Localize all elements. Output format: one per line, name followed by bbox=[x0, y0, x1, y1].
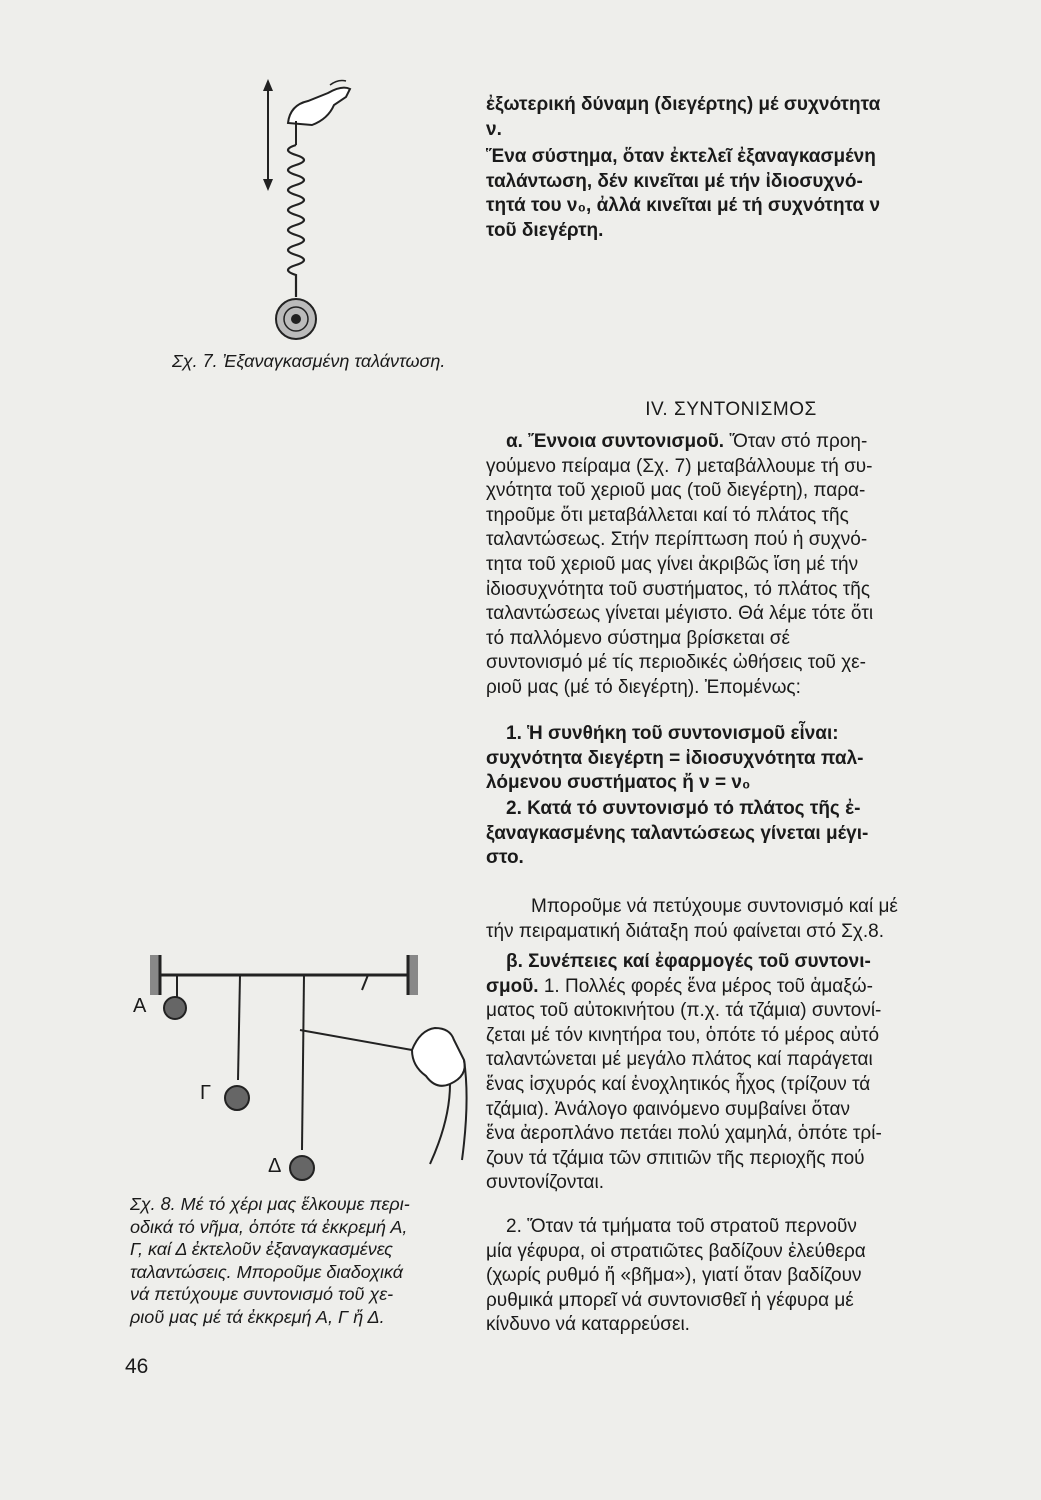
text-line: τήν πειραματική διάταξη πού φαίνεται στό Σχ.8. bbox=[486, 920, 885, 942]
figure-8-caption-line: Γ, καί Δ ἐκτελοῦν ἐξαναγκασμένες bbox=[130, 1239, 393, 1259]
text-line: ματος τοῦ αὐτοκινήτου (π.χ. τά τζάμια) συντονί- bbox=[486, 1000, 882, 1022]
text-line: 1. Ἡ συνθήκη τοῦ συντονισμοῦ εἶναι: bbox=[506, 723, 839, 744]
text-line: ταλαντώνεται μέ μεγάλο πλάτος καί παράγεται bbox=[486, 1049, 873, 1071]
figure-8-caption-line: Σχ. 8. Μέ τό χέρι μας ἕλκουμε περι- bbox=[130, 1194, 410, 1214]
text-line: μία γέφυρα, οἱ στρατιῶτες βαδίζουν ἐλεύθερα bbox=[486, 1240, 866, 1262]
figure-7-caption: Σχ. 7. Ἐξαναγκασμένη ταλάντωση. bbox=[172, 351, 446, 371]
text-line: 2. Ὅταν τά τμήματα τοῦ στρατοῦ περνοῦν bbox=[506, 1216, 857, 1237]
text-line: τητα τοῦ χεριοῦ μας γίνει ἀκριβῶς ἴση μέ τήν bbox=[486, 553, 859, 575]
figure-8-label-d: Δ bbox=[268, 1155, 282, 1177]
paragraph-forced-oscillation bbox=[486, 145, 976, 243]
paragraph-bridge bbox=[486, 1215, 976, 1338]
figure-8-pendulums-illustration bbox=[150, 950, 480, 1190]
text-line: ξαναγκασμένης ταλαντώσεως γίνεται μέγι- bbox=[486, 822, 869, 844]
text-line: ν. bbox=[486, 118, 502, 140]
text-line: ριοῦ μας (μέ τό διεγέρτη). Ἐπομένως: bbox=[486, 676, 801, 698]
section-heading: IV. ΣΥΝΤΟΝΙΣΜΟΣ bbox=[645, 399, 817, 420]
paragraph-experimental-setup bbox=[486, 895, 976, 944]
rule-2 bbox=[486, 797, 976, 871]
para-b-title-end: σμοῦ. bbox=[486, 975, 539, 997]
text-line: ζουν τά τζάμια τῶν σπιτιῶν τῆς περιοχῆς πού bbox=[486, 1147, 865, 1169]
paragraph-exciter-force bbox=[486, 93, 976, 142]
text-line: Μποροῦμε νά πετύχουμε συντονισμό καί μέ bbox=[531, 896, 898, 917]
page-number: 46 bbox=[125, 1355, 149, 1378]
figure-8-caption-line: νά πετύχουμε συντονισμό τοῦ χε- bbox=[130, 1284, 394, 1304]
text-line: 2. Κατά τό συντονισμό τό πλάτος τῆς ἐ- bbox=[506, 798, 861, 819]
text-line: ἕνας ἰσχυρός καί ἐνοχλητικός ἦχος (τρίζουν τά bbox=[486, 1073, 871, 1095]
text-line: (χωρίς ρυθμό ἤ «βῆμα»), γιατί ὅταν βαδίζουν bbox=[486, 1265, 862, 1287]
text-line: ταλαντώσεως. Στήν περίπτωση πού ἡ συχνό- bbox=[486, 529, 868, 551]
text-line: Ὅταν στό προη- bbox=[729, 431, 868, 452]
paragraph-resonance-concept bbox=[486, 430, 976, 701]
text-line: τηροῦμε ὅτι μεταβάλλεται καί τό πλάτος τῆς bbox=[486, 504, 849, 526]
text-line: τό παλλόμενο σύστημα βρίσκεται σέ bbox=[486, 627, 790, 649]
text-line: ἕνα ἀεροπλάνο πετάει πολύ χαμηλά, ὁπότε τρί- bbox=[486, 1123, 882, 1145]
text-line bbox=[486, 430, 976, 455]
text-line: συχνότητα διεγέρτη = ἰδιοσυχνότητα παλ- bbox=[486, 747, 864, 769]
text-line: στο. bbox=[486, 847, 524, 869]
text-line: Ἕνα σύστημα, ὅταν ἐκτελεῖ ἐξαναγκασμένη bbox=[486, 146, 876, 167]
text-line: 1. Πολλές φορές ἕνα μέρος τοῦ ἁμαξώ- bbox=[543, 975, 873, 997]
text-line: συντονισμό μέ τίς περιοδικές ὠθήσεις τοῦ χε- bbox=[486, 652, 866, 674]
text-line: ζεται μέ τόν κινητήρα του, ὁπότε τό μέρος αὐτό bbox=[486, 1024, 880, 1046]
figure-8-label-a: Α bbox=[133, 995, 147, 1017]
paragraph-consequences bbox=[486, 950, 976, 1196]
para-a-title: α. Ἔννοια συντονισμοῦ. bbox=[506, 431, 725, 452]
text-line: λόμενου συστήματος ἤ ν = ν₀ bbox=[486, 772, 751, 794]
text-line: ρυθμικά μπορεῖ νά συντονισθεῖ ἡ γέφυρα μέ bbox=[486, 1289, 854, 1311]
text-line: χνότητα τοῦ χεριοῦ μας (τοῦ διεγέρτη), παρα- bbox=[486, 480, 866, 502]
text-line: ταλάντωση, δέν κινεῖται μέ τήν ἰδιοσυχνό- bbox=[486, 170, 863, 192]
figure-8-label-g: Γ bbox=[200, 1082, 212, 1104]
figure-8-caption bbox=[130, 1193, 460, 1328]
figure-7-spring-illustration bbox=[250, 75, 370, 345]
text-line: τοῦ διεγέρτη. bbox=[486, 219, 604, 241]
rule-1 bbox=[486, 722, 976, 796]
figure-8-caption-line: ριοῦ μας μέ τά ἐκκρεμή Α, Γ ἤ Δ. bbox=[130, 1306, 385, 1327]
text-line: ἐξωτερική δύναμη (διεγέρτης) μέ συχνότητα bbox=[486, 94, 881, 115]
text-line: συντονίζονται. bbox=[486, 1172, 605, 1194]
text-line bbox=[486, 975, 976, 1000]
text-line: τητά του ν₀, ἀλλά κινεῖται μέ τή συχνότητα ν bbox=[486, 195, 881, 217]
figure-8-caption-line: ταλαντώσεις. Μποροῦμε διαδοχικά bbox=[130, 1261, 404, 1282]
text-line: κίνδυνο νά καταρρεύσει. bbox=[486, 1314, 690, 1336]
text-line: τζάμια). Ἀνάλογο φαινόμενο συμβαίνει ὅταν bbox=[486, 1098, 850, 1120]
figure-8-caption-line: οδικά τό νῆμα, ὁπότε τά ἐκκρεμή Α, bbox=[130, 1216, 408, 1237]
text-line: β. Συνέπειες καί ἐφαρμογές τοῦ συντονι- bbox=[506, 951, 871, 972]
text-line: ἰδιοσυχνότητα τοῦ συστήματος, τό πλάτος τῆς bbox=[486, 578, 871, 600]
text-line: ταλαντώσεως γίνεται μέγιστο. Θά λέμε τότε ὅτι bbox=[486, 603, 874, 625]
text-line: γούμενο πείραμα (Σχ. 7) μεταβάλλουμε τή συ- bbox=[486, 455, 873, 477]
